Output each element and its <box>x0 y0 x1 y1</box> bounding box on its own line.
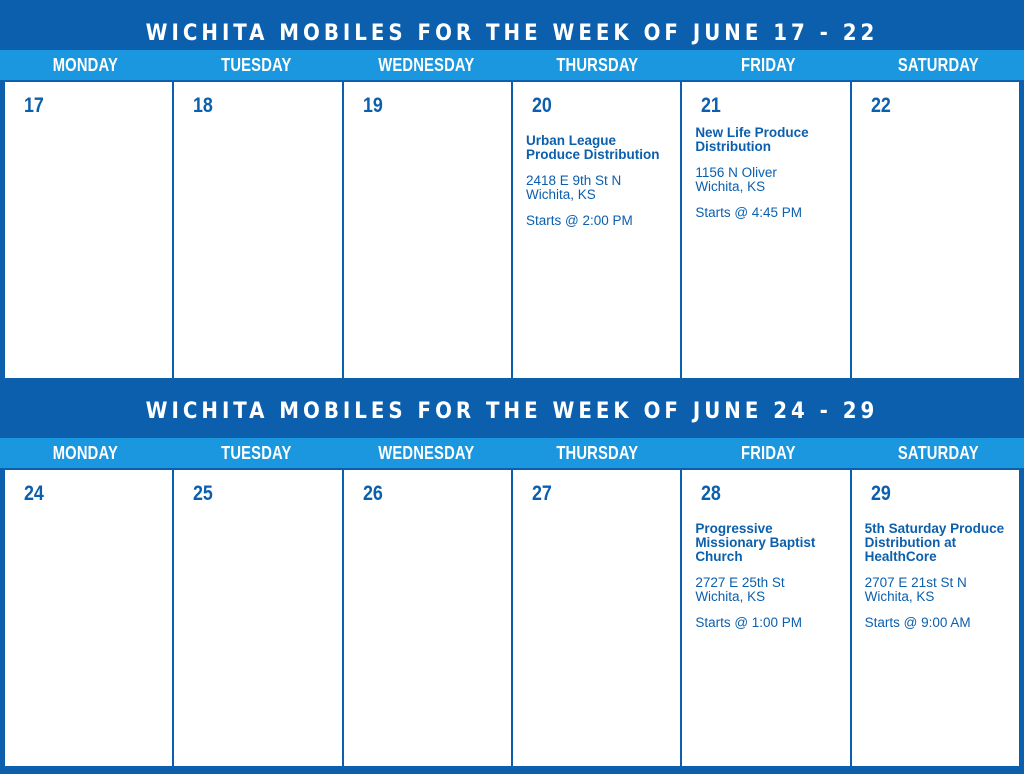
event-address-line1: 1156 N Oliver <box>695 165 777 180</box>
date-number: 28 <box>701 482 722 505</box>
event-title: 5th Saturday Produce Distribution at HealthCore <box>864 521 1005 564</box>
week-2-header-thursday: THURSDAY <box>556 442 639 463</box>
week-1-cell-wednesday <box>344 82 511 378</box>
week-1-header-monday: MONDAY <box>52 54 118 75</box>
event-address <box>695 576 839 604</box>
week-2-header-monday: MONDAY <box>52 442 118 463</box>
event-address-line2: Wichita, KS <box>525 187 596 202</box>
event-address <box>695 166 839 194</box>
event-address-line1: 2727 E 25th St <box>695 575 785 590</box>
week-1-title: WICHITA MOBILES FOR THE WEEK OF JUNE 17 - 22 <box>145 20 879 46</box>
week-2-header-wednesday: WEDNESDAY <box>378 442 475 463</box>
week-2-cell-monday <box>5 470 172 766</box>
week-1-header-thursday: THURSDAY <box>556 54 639 75</box>
week-1-cell-thursday <box>513 82 680 378</box>
event-title: New Life Produce Distribution <box>695 125 809 154</box>
week-2-header-tuesday: TUESDAY <box>220 442 292 463</box>
week-1-cell-monday <box>5 82 172 378</box>
week-2-grid <box>5 470 1019 766</box>
date-number: 26 <box>362 482 383 505</box>
week-1-header-tuesday: TUESDAY <box>220 54 292 75</box>
event-address-line2: Wichita, KS <box>864 589 935 604</box>
week-2-header-friday: FRIDAY <box>740 442 796 463</box>
week-2-header-saturday: SATURDAY <box>898 442 980 463</box>
week-2-cell-saturday <box>852 470 1019 766</box>
week-2-cell-friday <box>682 470 849 766</box>
date-number: 17 <box>24 94 44 117</box>
date-number: 29 <box>870 482 891 505</box>
event-address-line2: Wichita, KS <box>695 179 766 194</box>
week-1-cell-friday <box>682 82 849 378</box>
date-number: 25 <box>193 482 214 505</box>
event-address-line1: 2418 E 9th St N <box>525 173 622 188</box>
date-number: 27 <box>531 482 552 505</box>
date-number: 24 <box>24 482 44 505</box>
date-number: 19 <box>362 94 383 117</box>
week-1-cell-saturday <box>852 82 1019 378</box>
event-title: Progressive Missionary Baptist Church <box>695 521 816 564</box>
date-number: 18 <box>193 94 214 117</box>
date-number: 20 <box>531 94 552 117</box>
week-1-header-saturday: SATURDAY <box>898 54 980 75</box>
event-address-line1: 2707 E 21st St N <box>864 575 967 590</box>
week-2-cell-thursday <box>513 470 680 766</box>
event-address-line2: Wichita, KS <box>695 589 766 604</box>
week-2-title: WICHITA MOBILES FOR THE WEEK OF JUNE 24 - 29 <box>145 398 879 424</box>
week-2-cell-tuesday <box>174 470 341 766</box>
week-1-grid <box>5 82 1019 378</box>
week-1-header-wednesday: WEDNESDAY <box>378 54 475 75</box>
event-time: Starts @ 9:00 AM <box>864 615 971 630</box>
week-1-day-header-row <box>0 50 1024 80</box>
event-time: Starts @ 1:00 PM <box>695 615 803 630</box>
event-address <box>526 174 670 202</box>
week-2-cell-wednesday <box>344 470 511 766</box>
event-address <box>865 576 1009 604</box>
week-1-header-friday: FRIDAY <box>740 54 796 75</box>
event-time: Starts @ 2:00 PM <box>525 213 633 228</box>
event-time: Starts @ 4:45 PM <box>695 205 803 220</box>
week-1-cell-tuesday <box>174 82 341 378</box>
event-title: Urban League Produce Distribution <box>525 133 660 162</box>
date-number: 21 <box>701 94 722 117</box>
week-2-day-header-row <box>0 438 1024 468</box>
date-number: 22 <box>870 94 891 117</box>
